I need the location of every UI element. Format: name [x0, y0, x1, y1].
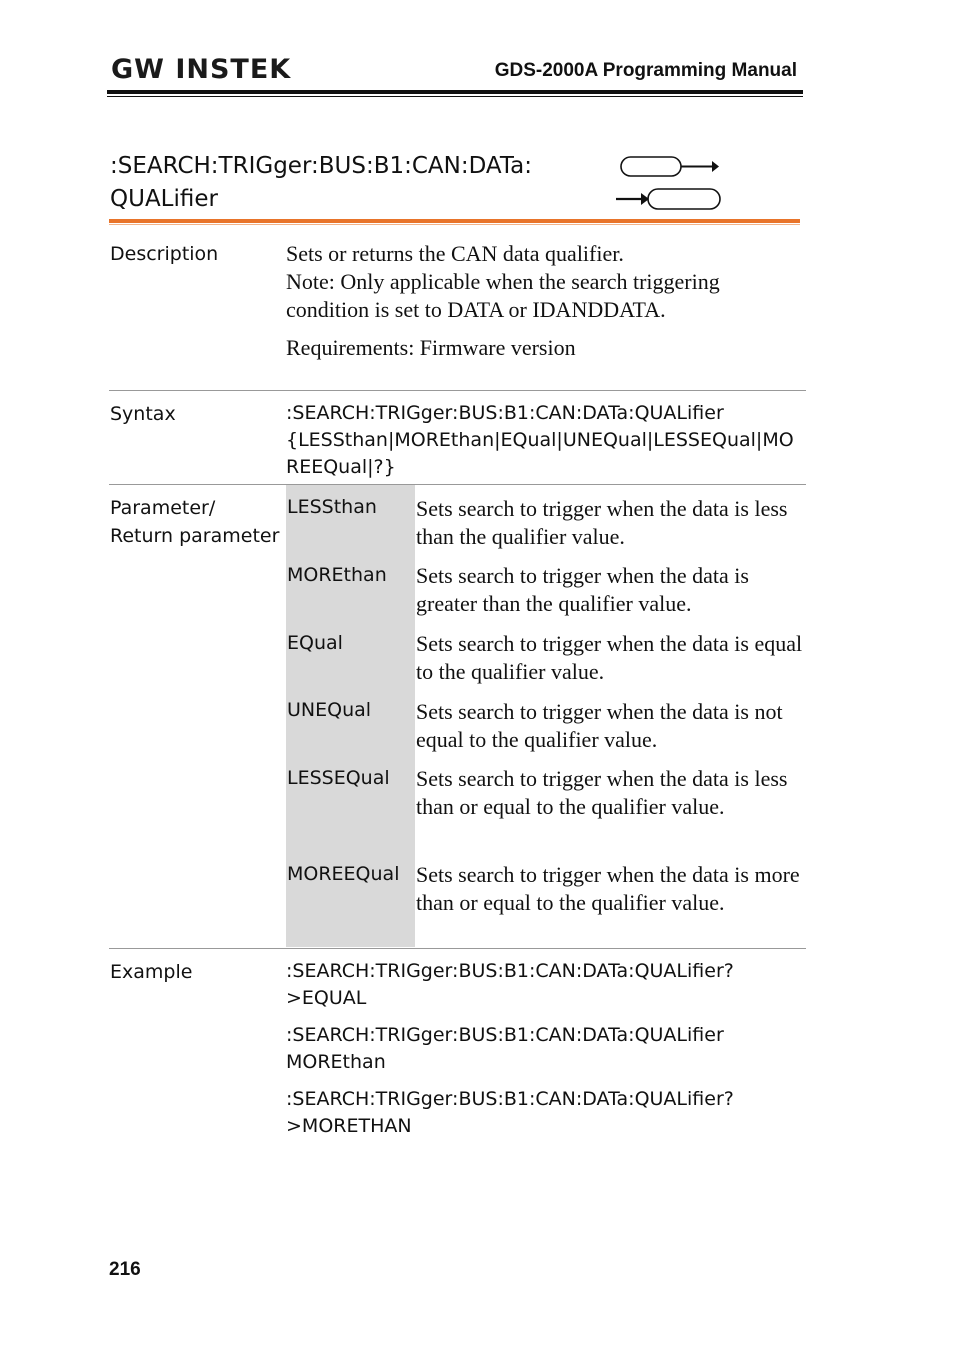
- header-rule-thin: [107, 96, 803, 97]
- example-response: >EQUAL: [286, 987, 367, 1009]
- description-line2: Note: Only applicable when the search triggering condition is set to DATA or IDANDDATA.: [286, 269, 720, 322]
- param-name: EQual: [287, 632, 343, 654]
- example-item: [286, 1086, 801, 1140]
- param-desc: Sets search to trigger when the data is more than or equal to the qualifier value.: [416, 862, 800, 915]
- parameter-label: [110, 494, 279, 550]
- example-response: >MORETHAN: [286, 1115, 412, 1137]
- param-name: UNEQual: [287, 699, 372, 721]
- section-divider: [109, 484, 806, 485]
- title-underline-light: [109, 224, 800, 225]
- title-underline: [109, 219, 800, 223]
- example-response: MOREthan: [286, 1051, 386, 1073]
- param-desc: Sets search to trigger when the data is not equal to the qualifier value.: [416, 699, 783, 752]
- param-desc: Sets search to trigger when the data is equal to the qualifier value.: [416, 631, 803, 684]
- param-desc: Sets search to trigger when the data is less than or equal to the qualifier value.: [416, 766, 788, 819]
- example-list: [286, 958, 801, 1150]
- description-text: [286, 240, 806, 362]
- manual-title: GDS-2000A Programming Manual: [494, 60, 797, 81]
- param-desc: Sets search to trigger when the data is less than the qualifier value.: [416, 496, 788, 549]
- brand-logo: GW INSTEK: [111, 54, 292, 85]
- set-command-icon: [620, 155, 720, 179]
- param-name: LESSEQual: [287, 767, 390, 789]
- parameter-label-line2: Return parameter: [110, 525, 280, 547]
- query-command-icon: [614, 187, 722, 211]
- syntax-value: :SEARCH:TRIGger:BUS:B1:CAN:DATa:QUALifier {LESSthan|MOREthan|EQual|UNEQual|LESSEQual|MOREEQual|?}: [286, 402, 794, 478]
- description-label: Description: [110, 243, 219, 265]
- parameter-label-line1: Parameter/: [110, 497, 216, 519]
- example-item: [286, 958, 801, 1012]
- example-command: :SEARCH:TRIGger:BUS:B1:CAN:DATa:QUALifier: [286, 1024, 724, 1046]
- syntax-label: Syntax: [110, 403, 176, 425]
- param-name: MOREEQual: [287, 863, 400, 885]
- example-command: :SEARCH:TRIGger:BUS:B1:CAN:DATa:QUALifier?: [286, 960, 734, 982]
- command-title-line2: QUALifier: [110, 186, 218, 212]
- example-item: [286, 1022, 801, 1076]
- description-line1: Sets or returns the CAN data qualifier.: [286, 241, 624, 266]
- command-title-line1: :SEARCH:TRIGger:BUS:B1:CAN:DATa:: [110, 153, 532, 179]
- description-line3: Requirements: Firmware version: [286, 335, 576, 360]
- page-number: 216: [109, 1259, 141, 1280]
- section-divider: [109, 948, 806, 949]
- section-divider: [109, 390, 806, 391]
- command-title: [110, 150, 532, 216]
- param-name: LESSthan: [287, 496, 377, 518]
- example-label: Example: [110, 961, 193, 983]
- example-command: :SEARCH:TRIGger:BUS:B1:CAN:DATa:QUALifier?: [286, 1088, 734, 1110]
- param-name: MOREthan: [287, 564, 387, 586]
- header-rule: [107, 90, 803, 94]
- param-desc: Sets search to trigger when the data is greater than the qualifier value.: [416, 563, 749, 616]
